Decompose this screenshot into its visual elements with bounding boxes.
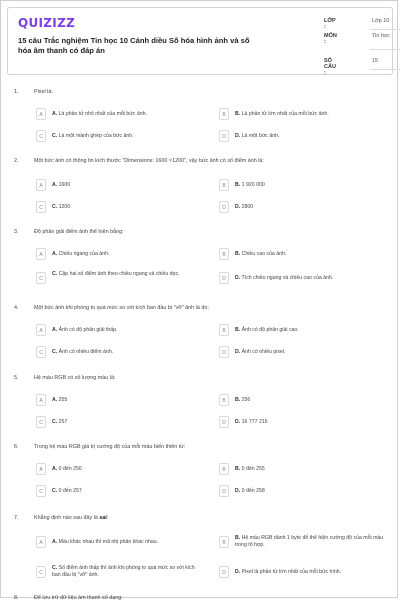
option-letter-box: D <box>219 346 229 358</box>
question-text: Khẳng định nào sau đây là sai: <box>34 515 109 521</box>
question-number: 8. <box>14 595 19 601</box>
option-letter-box: B <box>219 463 229 475</box>
question-number: 3. <box>14 229 19 235</box>
subject-value: Tin học <box>372 33 390 39</box>
option-letter-box: B <box>219 179 229 191</box>
question-text: Một bức ảnh khi phóng to quá mức so với kích ban đầu bị "vỡ" ảnh là do: <box>34 305 209 311</box>
option-text: C. 1200 <box>52 204 71 210</box>
option-text: A. Chiều ngang của ảnh. <box>52 251 110 257</box>
option-text: B. 0 đến 255 <box>235 466 265 472</box>
option-letter-box: B <box>219 108 229 120</box>
option-letter-box: C <box>36 130 46 142</box>
option-text: A. 1600 <box>52 182 71 188</box>
option-letter-box: B <box>219 324 229 336</box>
question-number: 1. <box>14 89 19 95</box>
option-letter-box: D <box>219 272 229 284</box>
option-letter-box: B <box>219 248 229 260</box>
option-letter-box: C <box>36 566 46 578</box>
option-text: D. Ảnh có nhiều pixel. <box>235 349 286 355</box>
question-text: Trong hệ màu RGB giá trị cường độ của mỗi màu biến thiên từ: <box>34 444 186 450</box>
class-underline <box>370 29 400 30</box>
question-number: 2. <box>14 158 19 164</box>
count-underline <box>370 69 400 70</box>
question-text: Một bức ảnh có thông tin kích thước "Dimensions: 1600 ×1200", vậy bức ảnh có số điểm ảnh là: <box>34 158 264 164</box>
question-text: Độ phân giải điểm ảnh thể hiện bằng: <box>34 229 124 235</box>
count-value: 15 <box>372 58 379 64</box>
question-number: 5. <box>14 375 19 381</box>
question-number: 6. <box>14 444 19 450</box>
option-letter-box: C <box>36 416 46 428</box>
class-value: Lớp 10 <box>372 18 390 24</box>
option-text: D. Tích chiều ngang và chiều cao của ảnh. <box>235 275 334 281</box>
option-text: C. Cặp hai số điểm ảnh theo chiều ngang và chiều dọc. <box>52 271 180 277</box>
option-text: D. 16 777 216 <box>235 419 268 425</box>
worksheet-header <box>7 7 393 75</box>
option-text: C. Ảnh có nhiều điểm ảnh. <box>52 349 114 355</box>
option-text: B. Hệ màu RGB dành 1 byte để thể hiện cường độ của mỗi màu trong tổ hợp. <box>235 535 384 548</box>
question-text: Hệ màu RGB có số lượng màu là: <box>34 375 116 381</box>
option-text: B. 1 920 000 <box>235 182 265 188</box>
option-letter-box: A <box>36 248 46 260</box>
quizizz-logo: QUIZIZZ <box>18 16 76 30</box>
option-text: C. Số điểm ảnh thấp thì ảnh khi phóng to quá mức so với kích ban đầu bị "vỡ" ảnh. <box>52 565 195 578</box>
question-text: Để lưu trữ dữ liệu âm thanh số dạng: <box>34 595 123 601</box>
option-text: D. 2800 <box>235 204 254 210</box>
option-letter-box: A <box>36 536 46 548</box>
option-text: C. Là một mảnh ghép của bức ảnh. <box>52 133 134 139</box>
option-letter-box: A <box>36 324 46 336</box>
option-letter-box: B <box>219 536 229 548</box>
question-number: 4. <box>14 305 19 311</box>
option-letter-box: D <box>219 416 229 428</box>
option-letter-box: A <box>36 463 46 475</box>
option-text: A. 0 đến 256 <box>52 466 82 472</box>
option-letter-box: C <box>36 485 46 497</box>
option-letter-box: C <box>36 346 46 358</box>
option-text: A. Ảnh có độ phân giải thấp. <box>52 327 118 333</box>
option-letter-box: A <box>36 179 46 191</box>
option-letter-box: A <box>36 394 46 406</box>
option-text: C. 0 đến 257 <box>52 488 82 494</box>
option-text: A. Màu khác nhau thì mã nhị phân khác nhau. <box>52 539 159 545</box>
question-number: 7. <box>14 515 19 521</box>
option-text: D. Pixel là phần tử lớn nhất của mỗi bức hình. <box>235 569 342 575</box>
option-letter-box: D <box>219 485 229 497</box>
option-text: A. Là phần tử nhỏ nhất của mỗi bức ảnh. <box>52 111 147 117</box>
option-letter-box: C <box>36 201 46 213</box>
option-letter-box: D <box>219 566 229 578</box>
worksheet-title: 15 câu Trắc nghiệm Tin học 10 Cánh diều Số hóa hình ảnh và số hóa âm thanh có đáp án <box>18 36 250 55</box>
question-text: Pixel là: <box>34 89 53 95</box>
option-letter-box: D <box>219 130 229 142</box>
option-letter-box: B <box>219 394 229 406</box>
option-letter-box: A <box>36 108 46 120</box>
count-label: SỐ CÂU : <box>324 58 336 76</box>
option-text: C. 257 <box>52 419 68 425</box>
option-text: B. Chiều cao của ảnh. <box>235 251 287 257</box>
option-text: B. 256 <box>235 397 251 403</box>
class-label: LỚP : <box>324 18 336 30</box>
subject-label: MÔN : <box>324 33 337 45</box>
option-letter-box: D <box>219 201 229 213</box>
option-letter-box: C <box>36 272 46 284</box>
subject-underline <box>370 49 400 50</box>
option-text: B. Ảnh có độ phân giải cao. <box>235 327 299 333</box>
option-text: A. 255 <box>52 397 68 403</box>
option-text: D. Là một bức ảnh. <box>235 133 280 139</box>
option-text: D. 0 đến 258 <box>235 488 265 494</box>
option-text: B. Là phần tử lớn nhất của mỗi bức ảnh. <box>235 111 329 117</box>
